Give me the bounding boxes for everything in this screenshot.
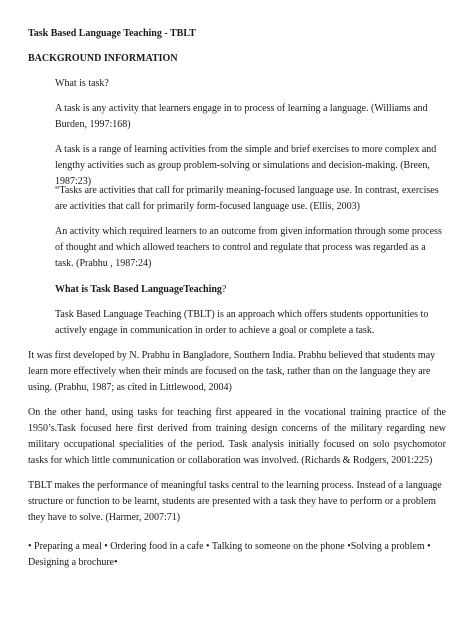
tblt-origins: On the other hand, using tasks for teaching first appeared in the vocational training practice of the 1950’s.Task focused here first derived from training design concerns of the military regarding new military occupational specialities of the period. Task analysis initially focused on solo psychomotor tasks for which little communication or collaboration was involved. (Richards & Rodgers, 2001:225) <box>28 407 446 466</box>
task-examples-line-1: • Preparing a meal • Ordering food in a cafe • Talking to someone on the phone •Solving a problem • <box>28 541 431 552</box>
definition-breen: A task is a range of learning activities from the simple and brief exercises to more complex and lengthy activities such as group problem-solving or simulations and decision-making. (Breen, 1987:23) <box>55 144 437 187</box>
tblt-history: It was first developed by N. Prabhu in Bangladore, Southern India. Prabhu believed that students may learn more effectively when their minds are focused on the task, rather than on the language they are using. (Prabhu, 1987; as cited in Littlewood, 2004) <box>28 350 436 393</box>
definition-williams-burden: A task is any activity that learners engage in to process of learning a language. (Williams and Burden, 1997:168) <box>55 103 428 130</box>
tblt-harmer: TBLT makes the performance of meaningful tasks central to the learning process. Instead of a language structure or function to be learnt, students are presented with a task they have to perform or a problem they have to solve. (Harmer, 2007:71) <box>28 480 442 523</box>
question-what-is-tblt <box>55 282 446 298</box>
task-examples-line-2: Designing a brochure• <box>28 557 118 568</box>
question-what-is-tblt-text: What is Task Based LanguageTeaching <box>55 284 222 295</box>
definition-ellis: “Tasks are activities that call for primarily meaning-focused language use. In contrast, exercises are activities that call for primarily form-focused language use. (Ellis, 2003) <box>55 185 439 212</box>
definition-prabhu: An activity which required learners to an outcome from given information through some process of thought and which allowed teachers to control and regulate that process was regarded as a task. (Prabhu , 1987:24) <box>55 226 442 269</box>
question-what-is-task: What is task? <box>55 78 109 89</box>
document-title: Task Based Language Teaching - TBLT <box>28 28 196 39</box>
tblt-definition: Task Based Language Teaching (TBLT) is an approach which offers students opportunities to actively engage in communication in order to achieve a goal or complete a task. <box>55 309 429 336</box>
section-heading: BACKGROUND INFORMATION <box>28 53 178 64</box>
question-mark: ? <box>221 284 227 295</box>
